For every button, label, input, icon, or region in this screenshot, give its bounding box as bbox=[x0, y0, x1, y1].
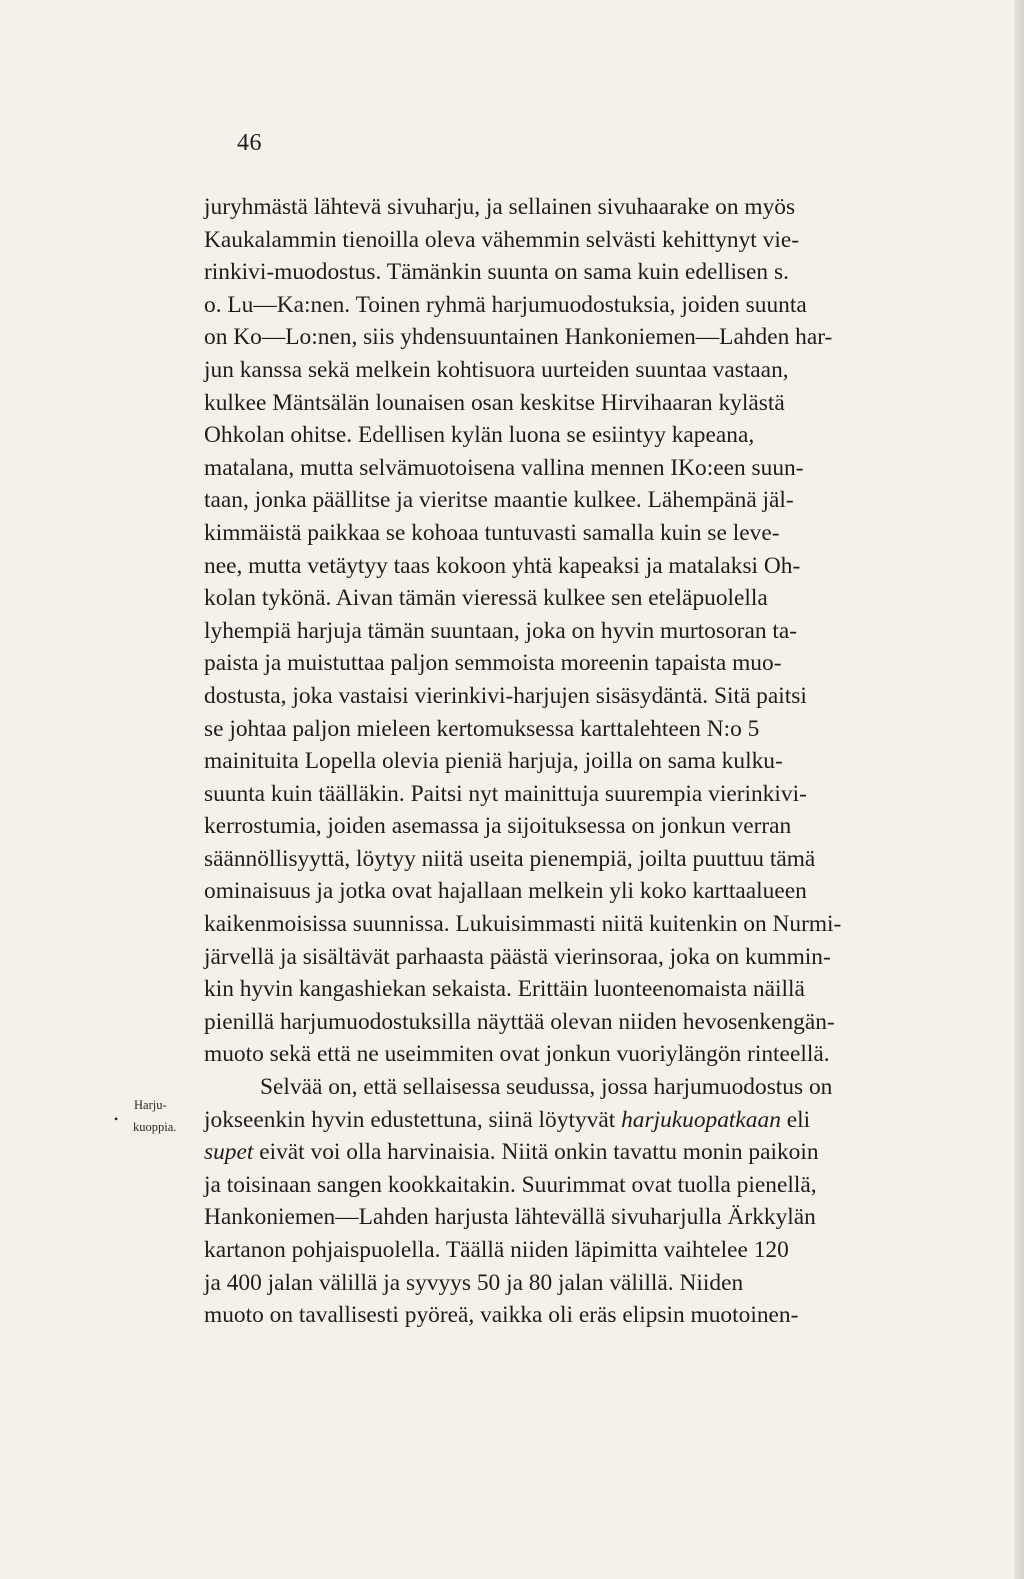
text-line: kolan tykönä. Aivan tämän vieressä kulkee sen eteläpuolella bbox=[204, 585, 768, 612]
text-segment: jokseenkin hyvin edustettuna, siinä löytyvät bbox=[204, 1106, 622, 1133]
text-line: on Ko—Lo:nen, siis yhdensuuntainen Hankoniemen—Lahden har- bbox=[204, 324, 833, 351]
text-line: paista ja muistuttaa paljon semmoista moreenin tapaista muo- bbox=[204, 650, 782, 677]
text-line: ja toisinaan sangen kookkaitakin. Suurimmat ovat tuolla pienellä, bbox=[204, 1171, 817, 1198]
text-line: Ohkolan ohitse. Edellisen kylän luona se esiintyy kapeana, bbox=[204, 422, 755, 449]
text-line: nee, mutta vetäytyy taas kokoon yhtä kapeaksi ja matalaksi Oh- bbox=[204, 552, 801, 579]
margin-mark: • bbox=[114, 1112, 119, 1126]
body-text bbox=[204, 191, 954, 1332]
text-line: kulkee Mäntsälän lounaisen osan keskitse Hirvihaaran kylästä bbox=[204, 389, 785, 416]
text-segment: eivät voi olla harvinaisia. Niitä onkin tavattu monin paikoin bbox=[253, 1139, 819, 1166]
text-line: kin hyvin kangashiekan sekaista. Erittäin luonteenomaista näillä bbox=[204, 976, 805, 1003]
text-line: kerrostumia, joiden asemassa ja sijoituksessa on jonkun verran bbox=[204, 813, 792, 840]
text-line: se johtaa paljon mieleen kertomuksessa karttalehteen N:o 5 bbox=[204, 715, 760, 742]
text-line: suunta kuin täälläkin. Paitsi nyt mainittuja suurempia vierinkivi- bbox=[204, 780, 807, 807]
text-line: ominaisuus ja jotka ovat hajallaan melkein yli koko karttaalueen bbox=[204, 878, 807, 905]
text-line: o. Lu—Ka:nen. Toinen ryhmä harjumuodostuksia, joiden suunta bbox=[204, 291, 807, 318]
text-line: mainituita Lopella olevia pieniä harjuja, joilla on sama kulku- bbox=[204, 748, 783, 775]
text-line: ja 400 jalan välillä ja syvyys 50 ja 80 jalan välillä. Niiden bbox=[204, 1269, 744, 1296]
text-line: järvellä ja sisältävät parhaasta päästä vierinsoraa, joka on kummin- bbox=[204, 943, 831, 970]
text-line bbox=[204, 1104, 954, 1137]
text-line: muoto sekä että ne useimmiten ovat jonkun vuoriylängön rinteellä. bbox=[204, 1041, 830, 1068]
text-line: säännöllisyyttä, löytyy niitä useita pienempiä, joilta puuttuu tämä bbox=[204, 845, 816, 872]
text-line: muoto on tavallisesti pyöreä, vaikka oli eräs elipsin muotoinen- bbox=[204, 1302, 799, 1329]
page-edge bbox=[1014, 0, 1024, 1579]
text-line: juryhmästä lähtevä sivuharju, ja sellainen sivuhaarake on myös bbox=[204, 194, 796, 220]
italic-term: harjukuopatkaan bbox=[621, 1106, 781, 1133]
margin-note-line: kuoppia. bbox=[133, 1120, 177, 1134]
text-line: taan, jonka päällitse ja vieritse maantie kulkee. Lähempänä jäl- bbox=[204, 487, 794, 514]
text-line: pienillä harjumuodostuksilla näyttää olevan niiden hevosenkengän- bbox=[204, 1008, 835, 1035]
text-line: jun kanssa sekä melkein kohtisuora uurteiden suuntaa vastaan, bbox=[204, 356, 789, 383]
text-line: lyhempiä harjuja tämän suuntaan, joka on hyvin murtosoran ta- bbox=[204, 617, 798, 644]
margin-note bbox=[114, 1094, 192, 1138]
margin-note-line: Harju- bbox=[134, 1098, 167, 1112]
text-line: dostusta, joka vastaisi vierinkivi-harjujen sisäsydäntä. Sitä paitsi bbox=[204, 682, 807, 709]
text-line bbox=[204, 1136, 954, 1169]
text-line: kimmäistä paikkaa se kohoaa tuntuvasti samalla kuin se leve- bbox=[204, 519, 780, 546]
text-line: matalana, mutta selvämuotoisena vallina mennen IKo:een suun- bbox=[204, 454, 804, 481]
text-line: kartanon pohjaispuolella. Täällä niiden läpimitta vaihtelee 120 bbox=[204, 1237, 789, 1263]
text-line: kaikenmoisissa suunnissa. Lukuisimmasti niitä kuitenkin on Nurmi- bbox=[204, 911, 842, 938]
text-line: Hankoniemen—Lahden harjusta lähtevällä sivuharjulla Ärkkylän bbox=[204, 1204, 816, 1231]
text-line: rinkivi-muodostus. Tämänkin suunta on sama kuin edellisen s. bbox=[204, 259, 789, 286]
italic-term: supet bbox=[204, 1139, 254, 1166]
text-line: Kaukalammin tienoilla oleva vähemmin selvästi kehittynyt vie- bbox=[204, 226, 800, 253]
paragraph-start-line: Selvää on, että sellaisessa seudussa, jossa harjumuodostus on bbox=[260, 1074, 833, 1101]
page-number: 46 bbox=[237, 130, 262, 156]
text-segment: eli bbox=[780, 1106, 811, 1133]
